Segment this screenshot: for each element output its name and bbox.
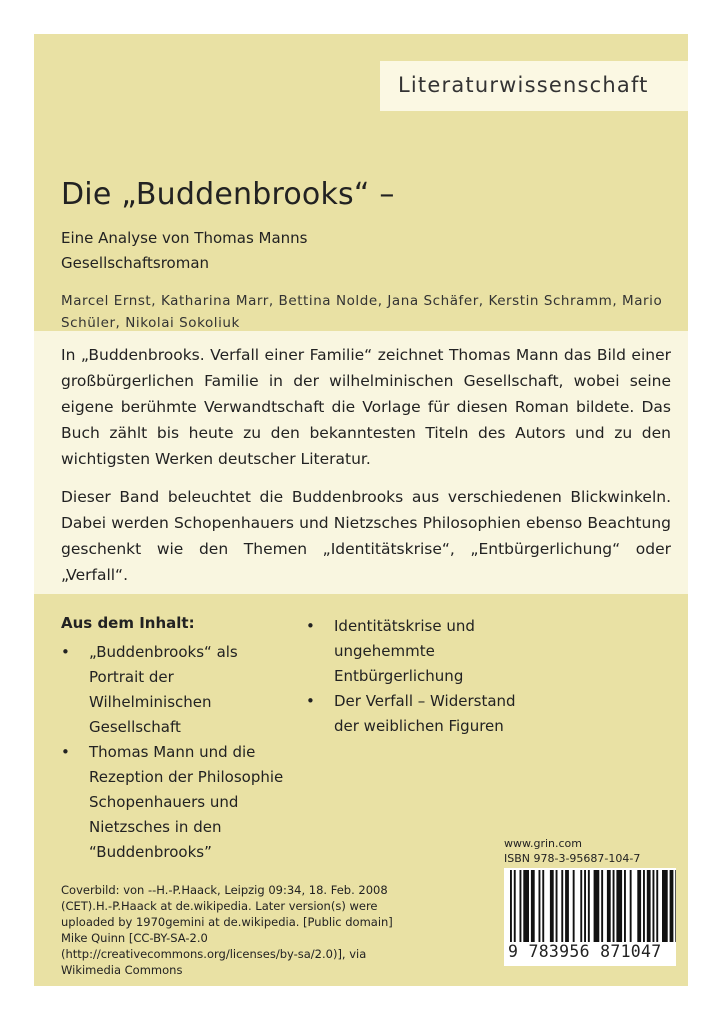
barcode-bar	[594, 870, 600, 942]
credit-line-1: Coverbild: von --H.-P.Haack, Leipzig 09:34, 18. Feb. 2008 (CET).H.-P.Haack at de.wikipedia. Later version(s) were uploaded by 1970gemini at de.wikipedia. [Public domain]	[61, 883, 393, 929]
barcode-bar	[550, 870, 554, 942]
category-label-box	[380, 61, 688, 111]
barcode-bar	[514, 870, 516, 942]
barcode-bar	[647, 870, 651, 942]
barcode-bar	[573, 870, 575, 942]
barcode-bar	[510, 870, 512, 942]
barcode-bar	[653, 870, 655, 942]
publisher-info	[504, 836, 640, 866]
contents-list-left	[61, 640, 291, 865]
list-item	[61, 740, 291, 865]
barcode-bar	[561, 870, 563, 942]
list-item	[306, 689, 536, 739]
bullet-icon: •	[306, 617, 315, 635]
book-back-cover	[34, 34, 688, 986]
isbn-text: ISBN 978-3-95687-104-7	[504, 852, 641, 865]
list-item-text: Der Verfall – Widerstand der weiblichen Figuren	[334, 692, 516, 735]
subtitle-line-2: Gesellschaftsroman	[61, 254, 210, 272]
barcode-bars-icon	[504, 868, 676, 946]
list-item-text: Thomas Mann und die Rezeption der Philosophie Schopenhauers und Nietzsches in den “Buddenbrooks”	[89, 743, 284, 861]
subtitle-line-1: Eine Analyse von Thomas Manns	[61, 229, 308, 247]
description-paragraph-1: In „Buddenbrooks. Verfall einer Familie“ zeichnet Thomas Mann das Bild einer großbürgerlichen Familie in der wilhelminischen Gesellschaft, wobei seine eigene berühmte Verwandtschaft die Vorlage für diesen Roman bildete. Das Buch zählt bis heute zu den bekanntesten Titeln des Autors und zu den wichtigsten Werken deutscher Literatur.	[61, 346, 671, 468]
barcode-bar	[601, 870, 603, 942]
barcode-digits: 9 783956 871047	[508, 942, 662, 961]
contents-list-right	[306, 614, 536, 739]
description-paragraph-2: Dieser Band beleuchtet die Buddenbrooks aus verschiedenen Blickwinkeln. Dabei werden Schopenhauers und Nietzsches Philosophien ebenso Beachtung geschenkt wie den Themen „Identitätskrise“, „Entbürgerlichung“ oder „Verfall“.	[61, 488, 671, 584]
list-item-text: „Buddenbrooks“ als Portrait der Wilhelminischen Gesellschaft	[89, 643, 238, 736]
book-subtitle	[61, 226, 308, 276]
category-label: Literaturwissenschaft	[398, 73, 649, 97]
barcode-bar	[670, 870, 674, 942]
barcode-bar	[607, 870, 611, 942]
list-item	[306, 614, 536, 689]
description-band	[34, 331, 688, 594]
barcode-bar	[637, 870, 641, 942]
barcode-bar	[624, 870, 626, 942]
list-item	[61, 640, 291, 740]
barcode-bar	[565, 870, 569, 942]
barcode-bar	[580, 870, 582, 942]
bullet-icon: •	[61, 643, 70, 661]
isbn-barcode	[504, 868, 676, 966]
barcode-bar	[675, 870, 676, 942]
barcode-bar	[520, 870, 522, 942]
barcode-bar	[662, 870, 668, 942]
barcode-bar	[584, 870, 586, 942]
barcode-bar	[556, 870, 558, 942]
barcode-bar	[613, 870, 615, 942]
barcode-bar	[523, 870, 529, 942]
book-title: Die „Buddenbrooks“ –	[61, 177, 395, 212]
barcode-bar	[588, 870, 590, 942]
credit-line-2: Mike Quinn [CC-BY-SA-2.0 (http://creativecommons.org/licenses/by-sa/2.0)], via Wikimedia Commons	[61, 931, 367, 977]
image-credits	[61, 882, 421, 978]
publisher-url: www.grin.com	[504, 837, 582, 850]
barcode-bar	[643, 870, 645, 942]
barcode-bar	[616, 870, 622, 942]
barcode-bar	[539, 870, 541, 942]
barcode-bar	[656, 870, 658, 942]
bullet-icon: •	[306, 692, 315, 710]
list-item-text: Identitätskrise und ungehemmte Entbürgerlichung	[334, 617, 475, 685]
bullet-icon: •	[61, 743, 70, 761]
author-list: Marcel Ernst, Katharina Marr, Bettina Nolde, Jana Schäfer, Kerstin Schramm, Mario Schüler, Nikolai Sokoliuk	[61, 293, 663, 331]
barcode-bar	[630, 870, 632, 942]
barcode-bar	[542, 870, 544, 942]
barcode-bar	[531, 870, 535, 942]
contents-heading: Aus dem Inhalt:	[61, 614, 195, 632]
